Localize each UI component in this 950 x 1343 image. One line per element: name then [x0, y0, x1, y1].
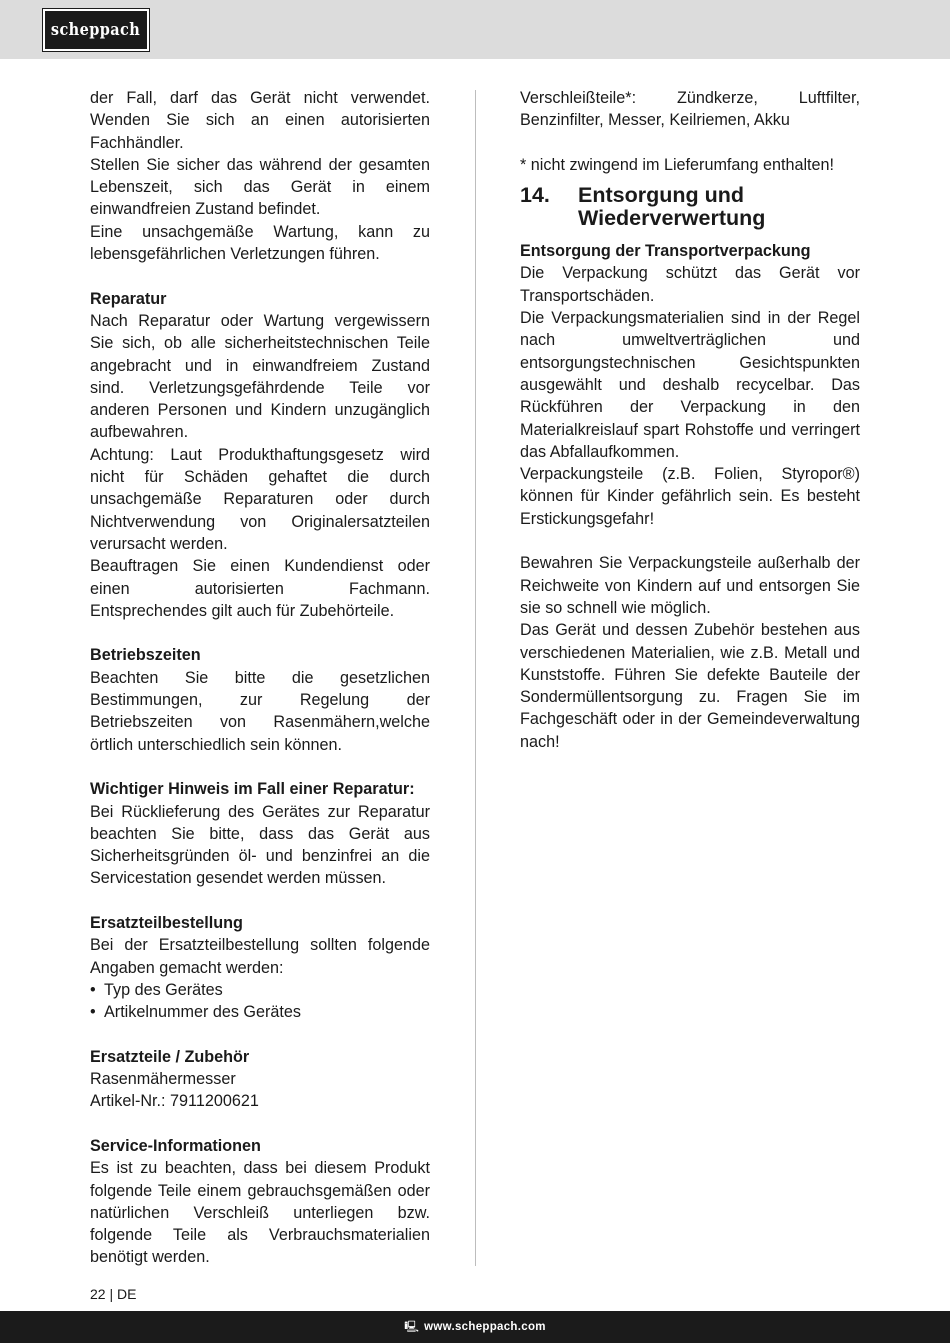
verschleiss-paragraph: Verschleißteile*: Zündkerze, Luftfilter, Benzinfilter, Messer, Keilriemen, Akku [520, 89, 860, 130]
service-heading: Service-Informationen [90, 1136, 261, 1155]
logo-text: scheppach [51, 20, 141, 40]
ersatzteilbestellung-paragraph: Bei der Ersatzteilbestellung sollten folgende Angaben gemacht werden: [90, 936, 430, 977]
right-column [520, 87, 860, 753]
intro-paragraph: der Fall, darf das Gerät nicht verwendet. Wenden Sie sich an einen autorisierten Fachhändler. [90, 89, 430, 152]
bullet-icon: • [90, 980, 96, 999]
section-heading [520, 184, 860, 230]
betriebszeiten-paragraph: Beachten Sie bitte die gesetzlichen Bestimmungen, zur Regelung der Betriebszeiten von Rasenmähern,welche örtlich unterschiedlich sein können. [90, 668, 430, 754]
header-bar [0, 0, 950, 59]
footer-bar [0, 1311, 950, 1343]
closing-paragraph: Bewahren Sie Verpackungsteile außerhalb der Reichweite von Kindern auf und entsorgen Sie sie so schnell wie möglich. [520, 554, 860, 617]
transport-heading: Entsorgung der Transportverpackung [520, 242, 811, 261]
service-paragraph: Es ist zu beachten, dass bei diesem Produkt folgende Teile einem gebrauchsgemäßen oder natürlichen Verschleiß unterliegen bzw. folgende Teile als Verbrauchsmaterialien benötigt werden. [90, 1159, 430, 1267]
ersatzteile-article-number: Artikel-Nr.: 7911200621 [90, 1092, 259, 1111]
page-number: 22 | DE [90, 1286, 137, 1302]
website-link[interactable]: www.scheppach.com [424, 1321, 546, 1333]
intro-paragraph: Stellen Sie sicher das während der gesamten Lebenszeit, sich das Gerät in einem einwandfreien Zustand befindet. [90, 155, 430, 219]
section-title: Entsorgung und Wiederverwertung [578, 183, 766, 231]
list-item: • Typ des Gerätes [90, 979, 430, 1001]
ersatzteile-heading: Ersatzteile / Zubehör [90, 1047, 250, 1066]
intro-paragraph: Eine unsachgemäße Wartung, kann zu lebensgefährlichen Verletzungen führen. [90, 222, 430, 264]
ersatzteile-item: Rasenmähermesser [90, 1070, 236, 1089]
betriebszeiten-heading: Betriebszeiten [90, 646, 201, 665]
ersatzteilbestellung-heading: Ersatzteilbestellung [90, 913, 243, 932]
footnote: * nicht zwingend im Lieferumfang enthalten! [520, 155, 835, 174]
monitor-icon: 🖳 [404, 1320, 420, 1333]
ersatzteilbestellung-list [90, 979, 430, 1024]
reparatur-paragraph: Achtung: Laut Produkthaftungsgesetz wird nicht für Schäden gehaftet die durch unsachgemäße Reparaturen oder durch Nichtverwendung von Originalersatzteilen verursacht werden. [90, 445, 430, 553]
transport-paragraph: Die Verpackungsmaterialien sind in der Regel nach umweltverträglichen und entsorgungstechnischen Gesichtspunkten ausgewählt und deshalb recycelbar. Das Rückführen der Verpackung in den Materialkreislauf spart Rohstoffe und verringert das Abfallaufkommen. [520, 309, 860, 461]
reparatur-paragraph: Beauftragen Sie einen Kundendienst oder einen autorisierten Fachmann. Entsprechendes gilt auch für Zubehörteile. [90, 557, 430, 620]
section-number: 14. [520, 183, 550, 208]
hinweis-heading: Wichtiger Hinweis im Fall einer Reparatur: [90, 780, 415, 799]
transport-paragraph: Verpackungsteile (z.B. Folien, Styropor®) können für Kinder gefährlich sein. Es besteht Erstickungsgefahr! [520, 465, 860, 528]
reparatur-heading: Reparatur [90, 289, 167, 308]
column-divider [475, 90, 476, 1266]
list-item: • Artikelnummer des Gerätes [90, 1001, 430, 1023]
closing-paragraph: Das Gerät und dessen Zubehör bestehen aus verschiedenen Materialien, wie z.B. Metall und Kunststoffe. Führen Sie defekte Bauteile der Sondermüllentsorgung zu. Fragen Sie im Fachgeschäft oder in der Gemeindeverwaltung nach! [520, 621, 860, 751]
reparatur-paragraph: Nach Reparatur oder Wartung vergewissern Sie sich, ob alle sicherheitstechnischen Teile angebracht und in einwandfreiem Zustand sind. Verletzungsgefährdende Teile vor anderen Personen und Kindern unzugänglich aufbewahren. [90, 311, 430, 442]
left-column [90, 87, 430, 1269]
bullet-icon: • [90, 1003, 96, 1022]
hinweis-paragraph: Bei Rücklieferung des Gerätes zur Reparatur beachten Sie bitte, dass das Gerät aus Sicherheitsgründen öl- und benzinfrei an die Servicestation gesendet werden müssen. [90, 802, 430, 888]
transport-paragraph: Die Verpackung schützt das Gerät vor Transportschäden. [520, 264, 860, 305]
scheppach-logo [43, 9, 149, 51]
